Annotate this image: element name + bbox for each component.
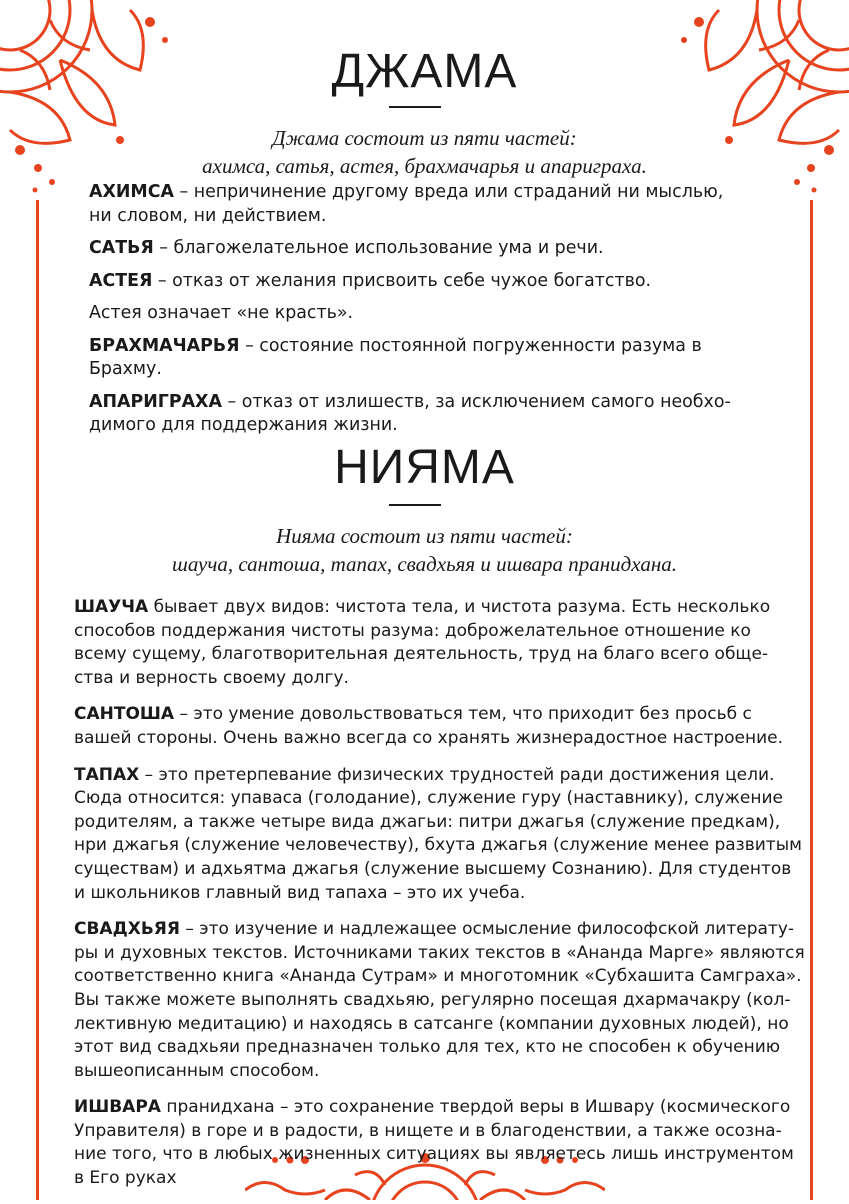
- entry-text: – это претерпевание физических трудностей ради достижения цели.: [139, 764, 775, 785]
- entry-text: димого для поддержания жизни.: [89, 415, 398, 435]
- frame-line-right: [810, 200, 813, 1200]
- entry-text: ры и духовных текстов. Источниками таких текстов в «Ананда Марге» являются: [74, 942, 805, 963]
- entry-text: соответственно книга «Ананда Сутрам» и многотомник «Субхашита Самграха».: [74, 966, 802, 987]
- entry-text: в Его руках: [74, 1168, 177, 1189]
- niyama-title-rule: [389, 504, 441, 506]
- entry-text: нри джагья (служение человечеству), бхута джагья (служение менее развитым: [74, 835, 802, 856]
- entry-term: АХИМСА: [89, 182, 174, 202]
- yama-entries: [89, 181, 769, 447]
- entry-text: Управителя) в горе и в радости, в нищете и в благоденствии, а также осозна-: [74, 1120, 782, 1141]
- entry-text: и школьников главный вид тапаха – это их учеба.: [74, 882, 526, 903]
- entry-term: САНТОША: [74, 704, 175, 725]
- yama-intro-line1: Джама состоит из пяти частей:: [272, 126, 577, 150]
- entry-text: родителям, а также четыре вида джагьи: питри джагья (служение предкам),: [74, 811, 781, 832]
- entry-text: бывает двух видов: чистота тела, и чистота разума. Есть несколько: [148, 597, 771, 617]
- entry-text: ства и верность своему долгу.: [74, 667, 349, 688]
- entry-text: – состояние постоянной погруженности разума в: [239, 335, 702, 356]
- entry-text: Астея означает «не красть».: [89, 303, 354, 323]
- yama-title: ДЖАМА: [331, 45, 518, 98]
- niyama-title: НИЯМА: [334, 441, 515, 494]
- entry-text: Сюда относится: упаваса (голодание), служение гуру (наставнику), служение: [74, 788, 784, 809]
- yama-entry-asteya: [89, 270, 769, 294]
- yama-entry-asteya-note: [89, 302, 769, 326]
- niyama-entry-shaucha: [74, 596, 784, 690]
- niyama-entry-ishvara: [74, 1096, 794, 1190]
- entry-term: СВАДХЬЯЯ: [74, 919, 180, 940]
- yama-intro: [0, 124, 849, 180]
- entry-text: Вы также можете выполнять свадхьяю, регулярно посещая дхармачакру (кол-: [74, 989, 791, 1010]
- entry-text: – благожелательное использование ума и речи.: [153, 238, 604, 258]
- niyama-entries: [74, 596, 805, 1204]
- yama-title-rule: [389, 106, 441, 108]
- entry-text: всему сущему, благотворительная деятельность, труд на благо всего обще-: [74, 644, 769, 665]
- entry-term: БРАХМАЧАРЬЯ: [89, 335, 240, 356]
- niyama-entry-tapah: [74, 764, 802, 906]
- entry-term: ИШВАРА: [74, 1097, 161, 1118]
- entry-text: лективную медитацию) и находясь в сатсанге (компании духовных людей), но: [74, 1013, 789, 1034]
- entry-text: ни словом, ни действием.: [89, 205, 327, 226]
- niyama-intro-line2: шауча, сантоша, тапах, свадхьяя и ишвара пранидхана.: [171, 552, 677, 576]
- niyama-entry-santosha: [74, 703, 784, 750]
- frame-line-left: [36, 200, 39, 1200]
- entry-text: – это умение довольствоваться тем, что приходит без просьб с: [174, 704, 752, 725]
- yama-entry-satya: [89, 237, 769, 261]
- entry-text: вышеописанным способом.: [74, 1060, 320, 1081]
- entry-term: АПАРИГРАХА: [89, 391, 222, 412]
- entry-text: этот вид свадхьяи предназначен только для тех, кто не способен к обучению: [74, 1037, 781, 1058]
- niyama-intro-line1: Нияма состоит из пяти частей:: [276, 524, 573, 548]
- yama-intro-line2: ахимса, сатья, астея, брахмачарья и апариграха.: [202, 154, 647, 178]
- entry-term: ТАПАХ: [74, 764, 140, 785]
- niyama-intro: [0, 522, 849, 578]
- entry-term: САТЬЯ: [89, 238, 154, 258]
- entry-text: Брахму.: [89, 359, 162, 379]
- yama-entry-brahmacharya: [89, 335, 769, 382]
- yama-entry-ahimsa: [89, 181, 769, 228]
- entry-text: ние того, что в любых жизненных ситуациях вы являетесь лишь инструментом: [74, 1144, 794, 1165]
- yama-entry-aparigraha: [89, 391, 769, 438]
- entry-text: существам) и адхьятма джагья (служение высшему Сознанию). Для студентов: [74, 858, 792, 879]
- entry-text: – отказ от излишеств, за исключением самого необхо-: [221, 391, 731, 412]
- niyama-entry-svadhyaya: [74, 918, 805, 1083]
- entry-text: – это изучение и надлежащее осмысление философской литерату-: [179, 919, 795, 940]
- entry-text: способов поддержания чистоты разума: доброжелательное отношение ко: [74, 620, 751, 641]
- entry-text: – отказ от желания присвоить себе чужое богатство.: [152, 270, 651, 291]
- entry-text: – непричинение другому вреда или страданий ни мыслью,: [173, 182, 724, 202]
- entry-term: АСТЕЯ: [89, 270, 153, 291]
- entry-term: ШАУЧА: [74, 597, 149, 617]
- entry-text: вашей стороны. Очень важно всегда со хранять жизнерадостное настроение.: [74, 727, 784, 748]
- entry-text: пранидхана – это сохранение твердой веры в Ишвару (космического: [160, 1097, 791, 1118]
